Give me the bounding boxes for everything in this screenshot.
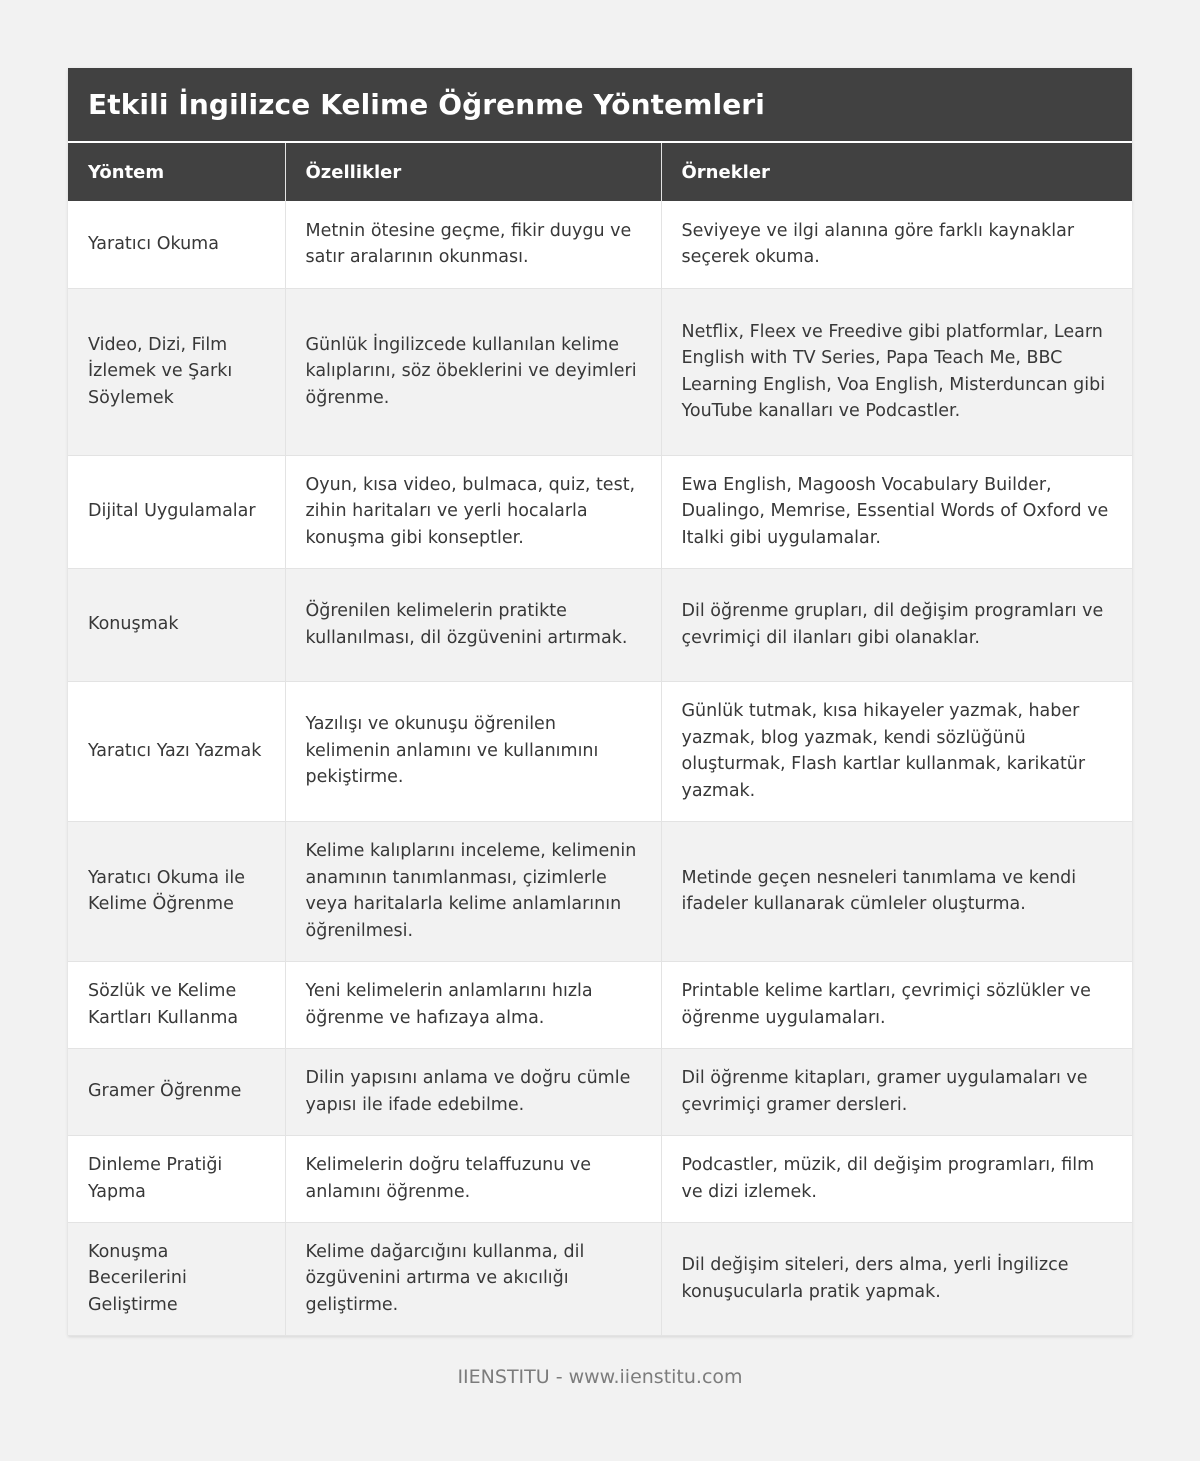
cell-features: Kelime dağarcığını kullanma, dil özgüvenini artırma ve akıcılığı geliştirme.	[285, 1222, 661, 1335]
cell-features: Oyun, kısa video, bulmaca, quiz, test, zihin haritaları ve yerli hocalarla konuşma gibi konseptler.	[285, 455, 661, 568]
column-header-examples: Örnekler	[661, 143, 1132, 201]
table-title: Etkili İngilizce Kelime Öğrenme Yöntemleri	[68, 68, 1132, 143]
cell-method: Konuşmak	[68, 568, 285, 681]
cell-features: Yeni kelimelerin anlamlarını hızla öğrenme ve hafızaya alma.	[285, 961, 661, 1048]
cell-method: Konuşma Becerilerini Geliştirme	[68, 1222, 285, 1335]
cell-features: Öğrenilen kelimelerin pratikte kullanılması, dil özgüvenini artırmak.	[285, 568, 661, 681]
cell-examples: Dil öğrenme grupları, dil değişim programları ve çevrimiçi dil ilanları gibi olanaklar.	[661, 568, 1132, 681]
cell-method: Dinleme Pratiği Yapma	[68, 1135, 285, 1222]
cell-features: Kelimelerin doğru telaffuzunu ve anlamını öğrenme.	[285, 1135, 661, 1222]
cell-examples: Dil değişim siteleri, ders alma, yerli İngilizce konuşucularla pratik yapmak.	[661, 1222, 1132, 1335]
cell-method: Yaratıcı Okuma	[68, 201, 285, 288]
column-header-features: Özellikler	[285, 143, 661, 201]
cell-examples: Netflix, Fleex ve Freedive gibi platformlar, Learn English with TV Series, Papa Teach Me, BBC Learning English, Voa English, Misterduncan gibi YouTube kanalları ve Podcastler.	[661, 288, 1132, 455]
table-row	[68, 1222, 1132, 1335]
cell-examples: Ewa English, Magoosh Vocabulary Builder, Dualingo, Memrise, Essential Words of Oxford ve Italki gibi uygulamalar.	[661, 455, 1132, 568]
table-header-row	[68, 143, 1132, 201]
table-row	[68, 568, 1132, 681]
cell-examples: Seviyeye ve ilgi alanına göre farklı kaynaklar seçerek okuma.	[661, 201, 1132, 288]
cell-features: Kelime kalıplarını inceleme, kelimenin anamının tanımlanması, çizimlerle veya haritalarla kelime anlamlarının öğrenilmesi.	[285, 821, 661, 961]
table-row	[68, 961, 1132, 1048]
cell-examples: Podcastler, müzik, dil değişim programları, film ve dizi izlemek.	[661, 1135, 1132, 1222]
cell-examples: Günlük tutmak, kısa hikayeler yazmak, haber yazmak, blog yazmak, kendi sözlüğünü oluşturmak, Flash kartlar kullanmak, karikatür yazmak.	[661, 681, 1132, 821]
cell-method: Dijital Uygulamalar	[68, 455, 285, 568]
cell-features: Dilin yapısını anlama ve doğru cümle yapısı ile ifade edebilme.	[285, 1048, 661, 1135]
cell-features: Metnin ötesine geçme, fikir duygu ve satır aralarının okunması.	[285, 201, 661, 288]
cell-method: Sözlük ve Kelime Kartları Kullanma	[68, 961, 285, 1048]
table-row	[68, 455, 1132, 568]
cell-method: Gramer Öğrenme	[68, 1048, 285, 1135]
methods-table	[68, 143, 1132, 1336]
column-header-method: Yöntem	[68, 143, 285, 201]
table-row	[68, 1048, 1132, 1135]
table-row	[68, 821, 1132, 961]
table-row	[68, 201, 1132, 288]
cell-features: Günlük İngilizcede kullanılan kelime kalıplarını, söz öbeklerini ve deyimleri öğrenme.	[285, 288, 661, 455]
table-row	[68, 288, 1132, 455]
cell-features: Yazılışı ve okunuşu öğrenilen kelimenin anlamını ve kullanımını pekiştirme.	[285, 681, 661, 821]
cell-examples: Dil öğrenme kitapları, gramer uygulamaları ve çevrimiçi gramer dersleri.	[661, 1048, 1132, 1135]
methods-table-card	[68, 68, 1132, 1336]
table-row	[68, 1135, 1132, 1222]
cell-method: Yaratıcı Yazı Yazmak	[68, 681, 285, 821]
cell-method: Video, Dizi, Film İzlemek ve Şarkı Söylemek	[68, 288, 285, 455]
cell-examples: Printable kelime kartları, çevrimiçi sözlükler ve öğrenme uygulamaları.	[661, 961, 1132, 1048]
cell-examples: Metinde geçen nesneleri tanımlama ve kendi ifadeler kullanarak cümleler oluşturma.	[661, 821, 1132, 961]
footer-credit: IIENSTITU - www.iienstitu.com	[457, 1366, 743, 1388]
cell-method: Yaratıcı Okuma ile Kelime Öğrenme	[68, 821, 285, 961]
table-row	[68, 681, 1132, 821]
